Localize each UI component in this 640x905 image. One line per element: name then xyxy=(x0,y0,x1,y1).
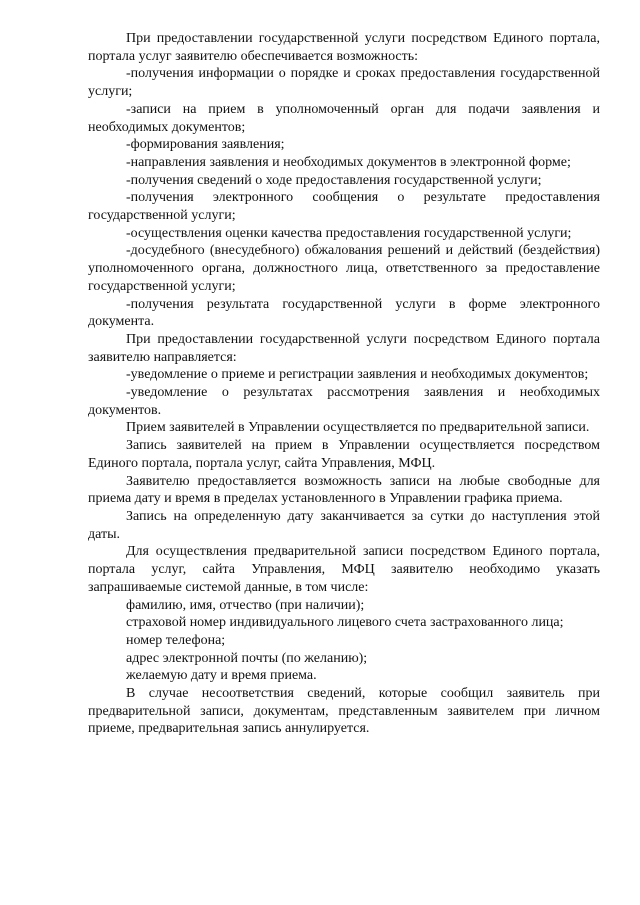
list-item-phone: номер телефона; xyxy=(126,632,226,648)
list-item-submission: -направления заявления и необходимых документов в электронной форме; xyxy=(126,154,571,170)
paragraph-required-data-intro: Для осуществления предварительной записи посредством Единого портала, портала услуг, сайта Управления, МФЦ заявителю необходимо указать запрашиваемые системой данные, в том числе: xyxy=(88,544,600,595)
list-item-snils: страховой номер индивидуального лицевого счета застрахованного лица; xyxy=(126,615,564,631)
paragraph-notifications-intro: При предоставлении государственной услуги посредством Единого портала заявителю направляется: xyxy=(88,331,600,365)
paragraph-booking-deadline: Запись на определенную дату заканчивается за сутки до наступления этой даты. xyxy=(88,508,600,542)
paragraph-booking-channels: Запись заявителей на прием в Управлении осуществляется посредством Единого портала, портала услуг, сайта Управления, МФЦ. xyxy=(88,438,600,471)
list-item-form: -формирования заявления; xyxy=(126,137,285,153)
paragraph-cancellation: В случае несоответствия сведений, которые сообщил заявитель при предварительной записи, документам, представленным заявителем при личном приеме, предварительная запись аннулируется. xyxy=(88,686,600,737)
list-item-quality-rating: -осуществления оценки качества предоставления государственной услуги; xyxy=(126,225,572,241)
list-item-appeal: -досудебного (внесудебного) обжалования решений и действий (бездействия) уполномоченного органа, должностного лица, ответственного за предоставление государственной услуги; xyxy=(88,243,600,294)
list-item-notice-results: -уведомление о результатах рассмотрения заявления и необходимых документов. xyxy=(88,385,600,418)
list-item-result-message: -получения электронного сообщения о результате предоставления государственной услуги; xyxy=(88,190,600,224)
list-item-status: -получения сведений о ходе предоставления государственной услуги; xyxy=(126,172,542,188)
paragraph-portal-intro: При предоставлении государственной услуги посредством Единого портала, портала услуг заявителю обеспечивается возможность: xyxy=(88,31,600,64)
list-item-email: адрес электронной почты (по желанию); xyxy=(126,650,368,666)
document-page xyxy=(88,30,600,738)
list-item-notice-receipt: -уведомление о приеме и регистрации заявления и необходимых документов; xyxy=(126,367,589,383)
paragraph-booking-options: Заявителю предоставляется возможность записи на любые свободные для приема дату и время в пределах установленного в Управлении графика приема. xyxy=(88,473,600,507)
list-item-electronic-result: -получения результата государственной услуги в форме электронного документа. xyxy=(88,296,600,330)
list-item-appointment: -записи на прием в уполномоченный орган для подачи заявления и необходимых документов; xyxy=(88,101,600,135)
list-item-desired-date: желаемую дату и время приема. xyxy=(126,668,317,684)
list-item-info: -получения информации о порядке и сроках предоставления государственной услуги; xyxy=(88,66,600,100)
paragraph-reception: Прием заявителей в Управлении осуществляется по предварительной записи. xyxy=(126,420,590,436)
list-item-full-name: фамилию, имя, отчество (при наличии); xyxy=(126,597,365,613)
